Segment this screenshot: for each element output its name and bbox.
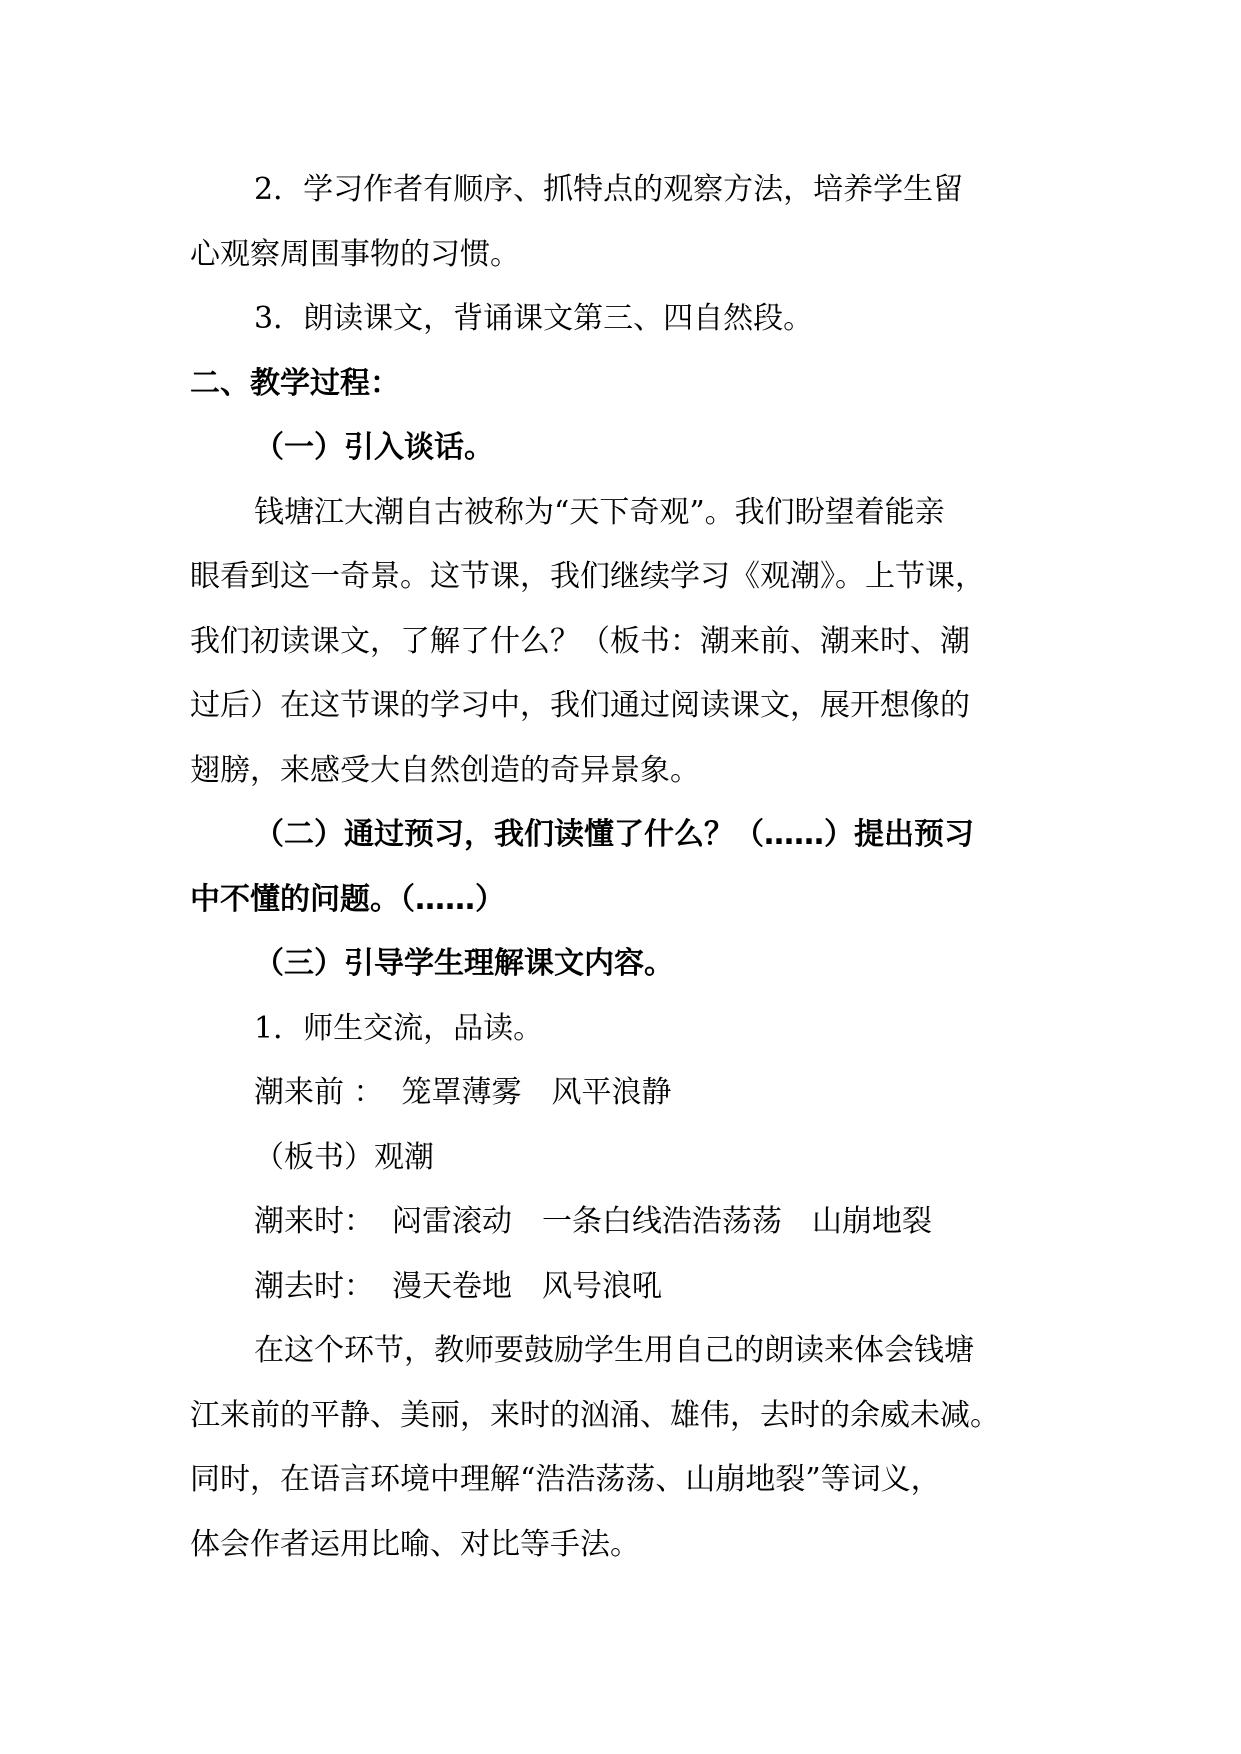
note-paragraph-line-3: 同时，在语言环境中理解“浩浩荡荡、山崩地裂”等词义，	[190, 1462, 941, 1497]
board-line-before-tide	[190, 1061, 1060, 1126]
intro-paragraph-line-5: 翅膀，来感受大自然创造的奇异景象。	[190, 752, 700, 788]
board-text-tide-going: 漫天卷地 风号浪吼	[392, 1268, 662, 1304]
board-text-before-tide: 笼罩薄雾 风平浪静	[401, 1075, 672, 1110]
note-paragraph-line-2: 江来前的平静、美丽，来时的汹涌、雄伟，去时的余威未减。	[190, 1397, 1000, 1433]
board-label-tide-coming: 潮来时：	[254, 1204, 374, 1239]
objective-2-line-1: 2．学习作者有顺序、抓特点的观察方法，培养学生留	[254, 172, 964, 207]
note-paragraph-line-1: 在这个环节，教师要鼓励学生用自己的朗读来体会钱塘	[254, 1333, 974, 1368]
board-title: （板书）观潮	[254, 1139, 434, 1175]
subheading-preview-line-1: （二）通过预习，我们读懂了什么？（……）提出预习	[254, 817, 974, 852]
document-body	[190, 158, 1060, 1577]
intro-paragraph-line-2: 眼看到这一奇景。这节课，我们继续学习《观潮》。上节课，	[190, 559, 985, 594]
note-paragraph-line-4: 体会作者运用比喻、对比等手法。	[190, 1526, 640, 1562]
board-line-tide-coming	[190, 1190, 1060, 1255]
intro-paragraph-line-3: 我们初读课文，了解了什么？（板书：潮来前、潮来时、潮	[190, 623, 970, 659]
subheading-preview-line-2: 中不懂的问题。（……）	[190, 881, 505, 917]
board-label-before-tide: 潮来前 ：	[254, 1075, 384, 1110]
subheading-understanding: （三）引导学生理解课文内容。	[254, 946, 674, 981]
intro-paragraph-line-4: 过后）在这节课的学习中，我们通过阅读课文，展开想像的	[190, 688, 970, 723]
subheading-introduction: （一）引入谈话。	[254, 430, 494, 465]
step-1: 1．师生交流，品读。	[254, 1010, 544, 1046]
board-label-tide-going: 潮去时：	[254, 1268, 374, 1304]
section-heading-teaching-process: 二、教学过程：	[190, 365, 400, 401]
intro-paragraph-line-1: 钱塘江大潮自古被称为“天下奇观”。我们盼望着能亲	[254, 494, 945, 530]
objective-3: 3．朗读课文，背诵课文第三、四自然段。	[254, 301, 814, 336]
objective-2-line-2: 心观察周围事物的习惯。	[190, 236, 520, 272]
board-line-tide-going	[190, 1255, 1060, 1320]
board-text-tide-coming: 闷雷滚动 一条白线浩浩荡荡 山崩地裂	[392, 1204, 932, 1239]
